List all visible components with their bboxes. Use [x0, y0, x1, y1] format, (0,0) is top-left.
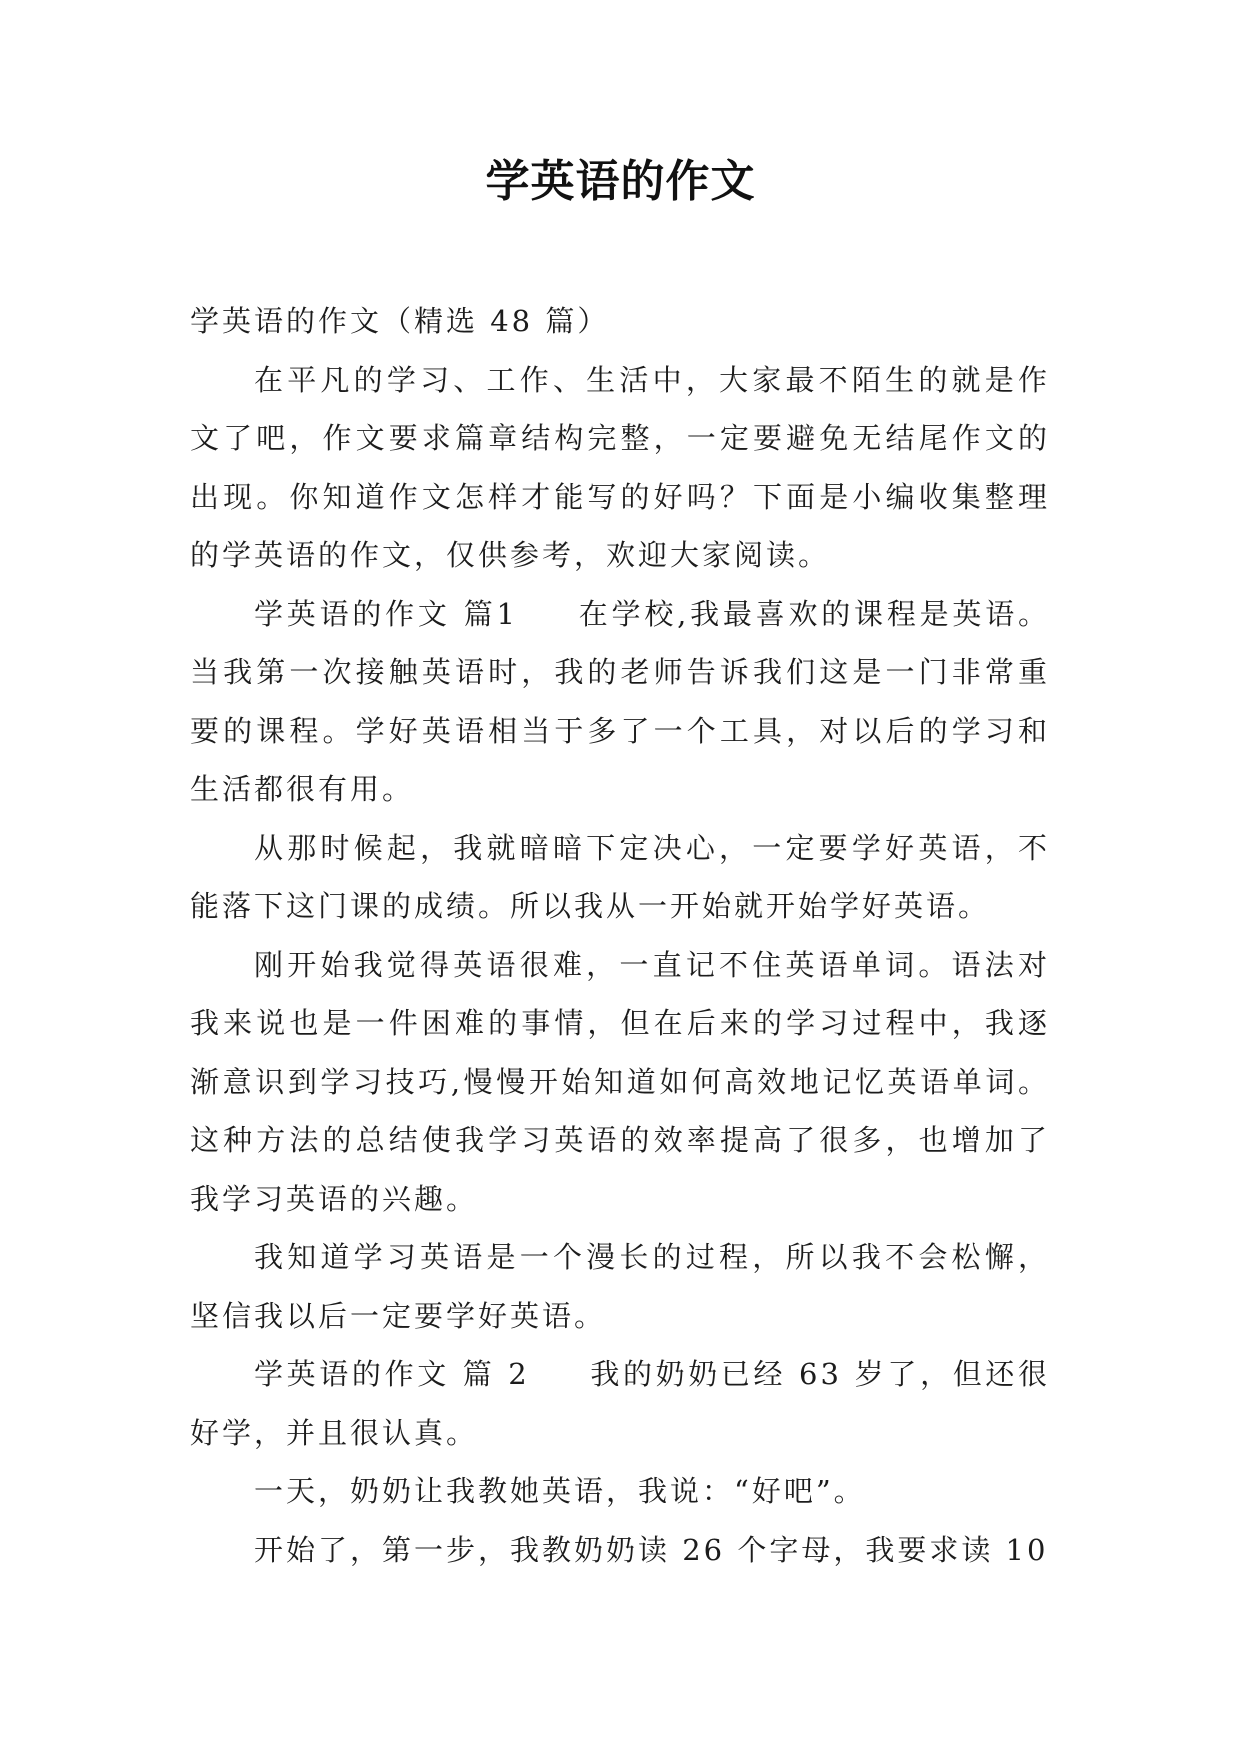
section-1-heading: 学英语的作文 篇1 — [254, 596, 518, 631]
document-subtitle: 学英语的作文（精选 48 篇） — [190, 304, 610, 338]
intro-paragraph: 在平凡的学习、工作、生活中，大家最不陌生的就是作文了吧，作文要求篇章结构完整，一定要避免无结尾作文的出现。你知道作文怎样才能写的好吗？下面是小编收集整理的学英语的作文，仅供参考，欢迎大家阅读。 — [190, 362, 1050, 572]
section-2-paragraph: 开始了，第一步，我教奶奶读 26 个字母，我要求读 10 — [254, 1532, 1049, 1567]
section-2-paragraph: 一天，奶奶让我教她英语，我说：“好吧”。 — [254, 1474, 866, 1508]
section-2-lead: 我的奶奶已经 63 岁了，但还很好学，并且很认真。 — [190, 1357, 1050, 1450]
section-1-paragraph: 从那时候起，我就暗暗下定决心，一定要学好英语，不能落下这门课的成绩。所以我从一开始就开始学好英语。 — [190, 830, 1050, 923]
document-title: 学英语的作文 — [485, 156, 756, 207]
section-2-opening — [190, 1345, 1050, 1462]
section-1-lead: 在学校,我最喜欢的课程是英语。当我第一次接触英语时，我的老师告诉我们这是一门非常重要的课程。学好英语相当于多了一个工具，对以后的学习和生活都很有用。 — [190, 596, 1050, 806]
section-1-paragraph: 我知道学习英语是一个漫长的过程，所以我不会松懈，坚信我以后一定要学好英语。 — [190, 1240, 1050, 1333]
section-2-heading: 学英语的作文 篇 2 — [254, 1357, 530, 1391]
document-body — [190, 292, 1050, 1579]
section-1-opening — [190, 585, 1050, 819]
section-1-paragraph: 刚开始我觉得英语很难，一直记不住英语单词。语法对我来说也是一件困难的事情，但在后来的学习过程中，我逐渐意识到学习技巧,慢慢开始知道如何高效地记忆英语单词。这种方法的总结使我学习英语的效率提高了很多，也增加了我学习英语的兴趣。 — [190, 947, 1050, 1216]
